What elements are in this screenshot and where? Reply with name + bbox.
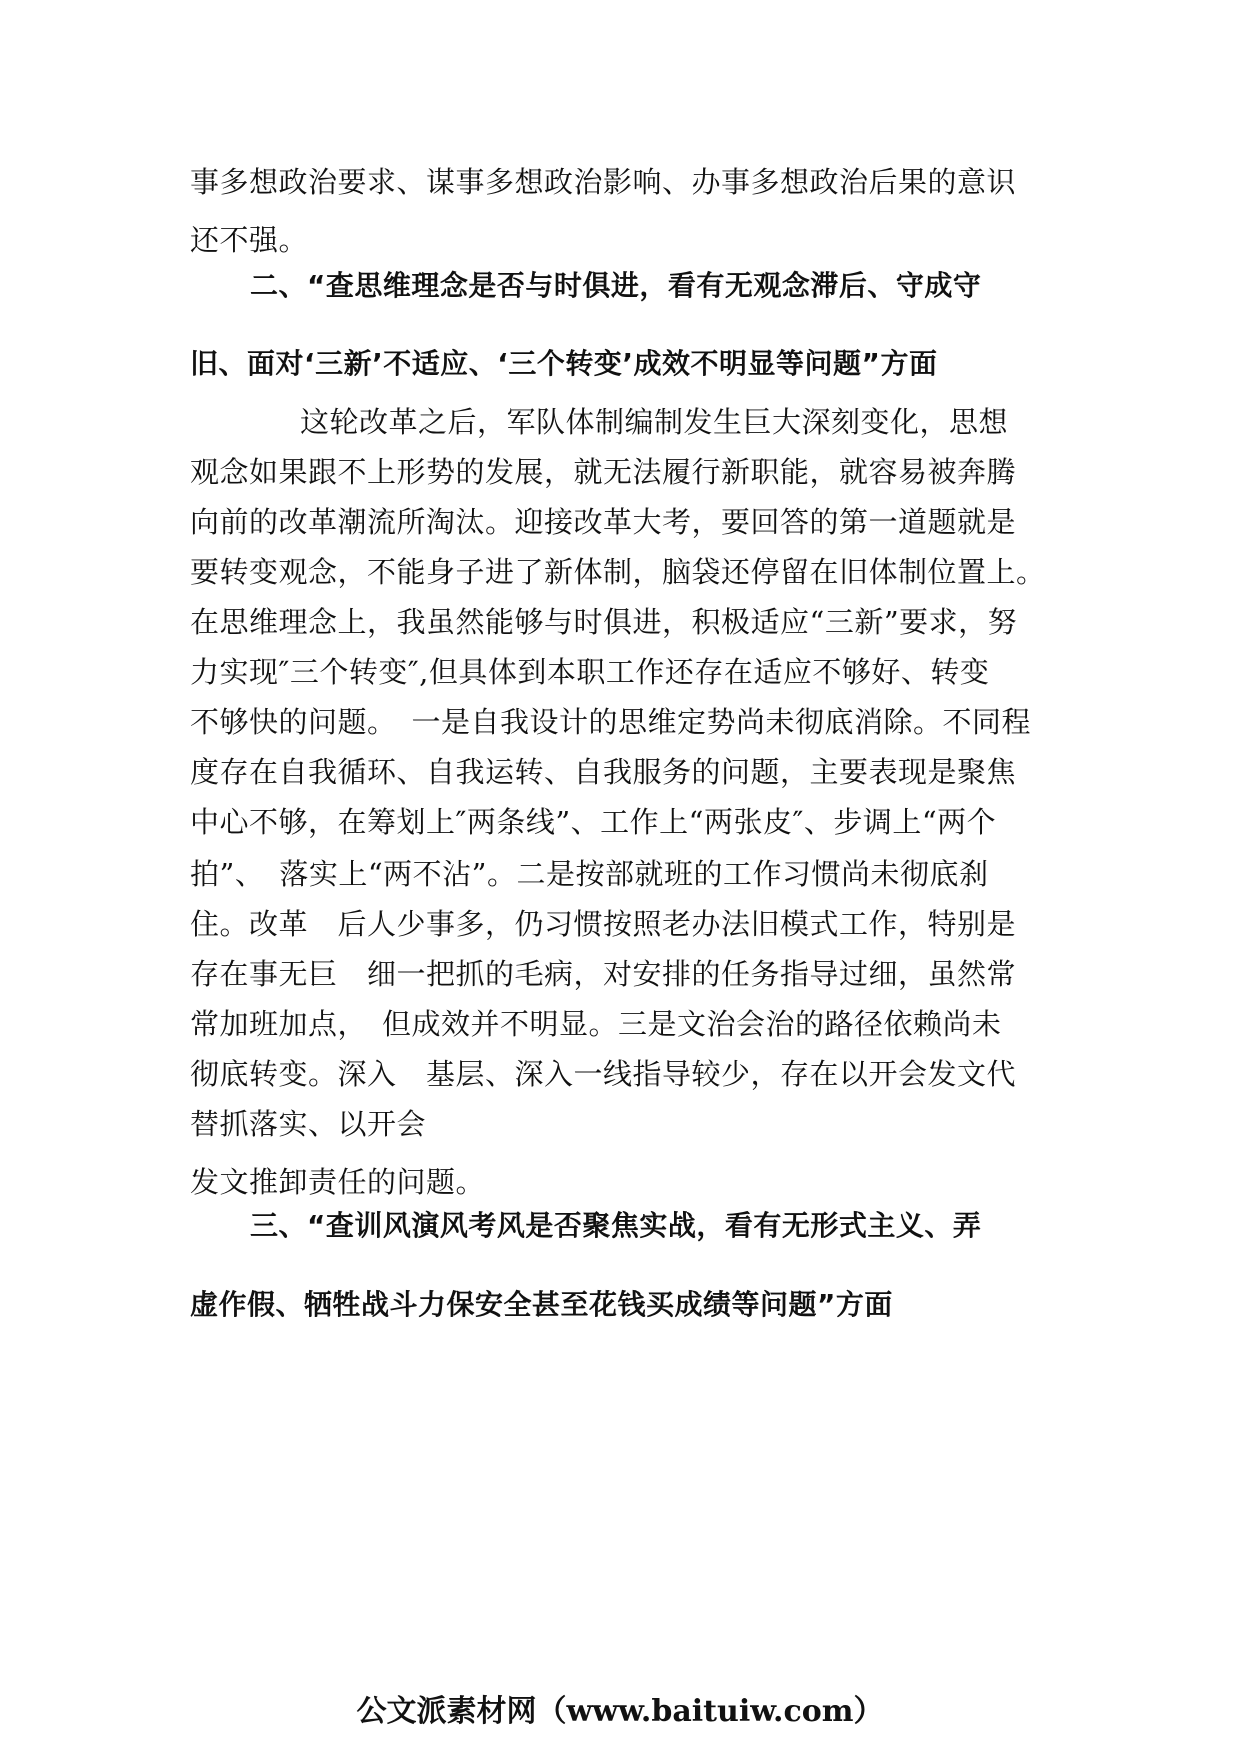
body-text-line: 事多想政治要求、谋事多想政治影响、办事多想政治后果的意识 [190,165,1017,199]
body-text-line: 力实现″三个转变″,但具体到本职工作还存在适应不够好、转变 [190,655,990,689]
body-text-line: 不够快的问题。 一是自我设计的思维定势尚未彻底消除。不同程 [190,705,1032,739]
body-text-line: 拍”、 落实上“两不沾”。二是按部就班的工作习惯尚未彻底刹 [190,857,989,891]
footer-watermark: 公文派素材网（www.baituiw.com） [356,1694,884,1729]
body-text-line: 在思维理念上，我虽然能够与时俱进，积极适应“三新”要求，努 [190,605,1018,639]
body-text-line: 还不强。 [190,223,309,257]
section-heading-2-line-2: 旧、面对‘三新’不适应、‘三个转变’成效不明显等问题”方面 [190,347,938,380]
paragraph-first-line: 这轮改革之后，军队体制编制发生巨大深刻变化，思想 [300,405,1009,439]
section-heading-3-line-1: 三、“查训风演风考风是否聚焦实战，看有无形式主义、弄 [250,1209,982,1242]
body-text-line: 要转变观念，不能身子进了新体制，脑袋还停留在旧体制位置上。 [190,555,1046,589]
body-text-line: 发文推卸责任的问题。 [190,1165,486,1199]
body-text-line: 向前的改革潮流所淘汰。迎接改革大考，要回答的第一道题就是 [190,505,1017,539]
body-text-line: 度存在自我循环、自我运转、自我服务的问题，主要表现是聚焦 [190,755,1017,789]
body-text-line: 中心不够，在筹划上″两条线”、工作上“两张皮″、步调上“两个 [190,805,997,839]
body-text-line: 常加班加点， 但成效并不明显。三是文治会治的路径依赖尚未 [190,1007,1002,1041]
section-heading-2-line-1: 二、“查思维理念是否与时俱进，看有无观念滞后、守成守 [250,269,982,302]
body-text-line: 住。改革 后人少事多，仍习惯按照老办法旧模式工作，特别是 [190,907,1017,941]
section-heading-3-line-2: 虚作假、牺牲战斗力保安全甚至花钱买成绩等问题”方面 [190,1288,893,1321]
body-text-line: 替抓落实、以开会 [190,1107,427,1141]
body-text-line: 存在事无巨 细一把抓的毛病，对安排的任务指导过细，虽然常 [190,957,1017,991]
body-text-line: 彻底转变。深入 基层、深入一线指导较少，存在以开会发文代 [190,1057,1017,1091]
body-text-line: 观念如果跟不上形势的发展，就无法履行新职能，就容易被奔腾 [190,455,1017,489]
